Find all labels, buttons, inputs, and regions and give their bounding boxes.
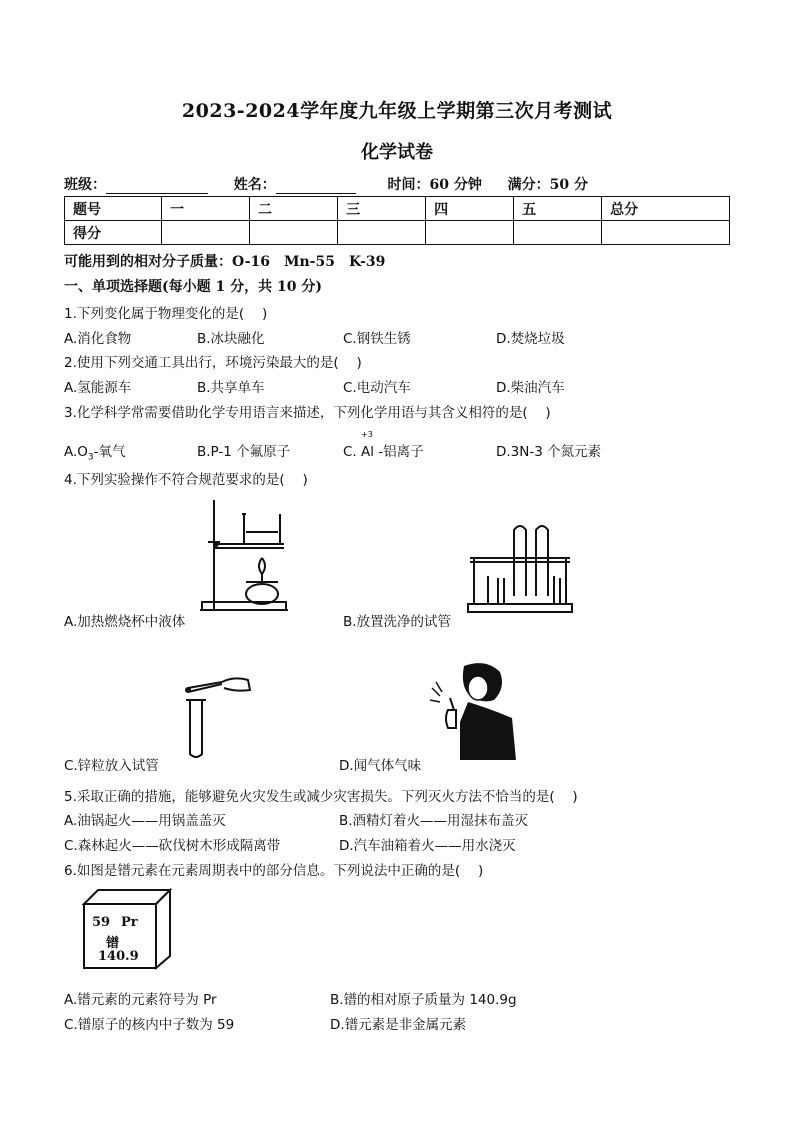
atomic-mass-note: 可能用到的相对分子质量：O-16 Mn-55 K-39: [64, 254, 386, 270]
score-cell[interactable]: [514, 221, 602, 245]
q6-option-c: C.镨原子的核内中子数为 59: [64, 1017, 235, 1033]
q3-option-d: D.3N-3 个氮元素: [496, 444, 602, 460]
score-cell[interactable]: [602, 221, 730, 245]
score-table: [64, 196, 730, 245]
q6-option-d: D.镨元素是非金属元素: [330, 1017, 467, 1033]
score-header-cell: 三: [338, 197, 426, 221]
name-label: 姓名：: [233, 177, 276, 193]
q2-option-a: A.氢能源车: [64, 380, 132, 396]
q4-option-b: B.放置洗净的试管: [343, 614, 452, 630]
q3-c-meaning: -铝离子: [374, 444, 424, 460]
page-subtitle: 化学试卷: [361, 142, 433, 163]
q1-option-c: C.钢铁生锈: [343, 331, 411, 347]
q5-option-d: D.汽车油箱着火——用水浇灭: [339, 838, 516, 854]
score-header-cell: 一: [162, 197, 250, 221]
question-5-stem: 5.采取正确的措施，能够避免火灾发生或减少灾害损失。下列灭火方法不恰当的是( ): [64, 789, 578, 805]
q2-option-d: D.柴油汽车: [496, 380, 565, 396]
q1-option-a: A.消化食物: [64, 331, 132, 347]
score-table-row: [65, 221, 730, 245]
zinc-test-tube-figure: [178, 670, 256, 760]
q3-option-b: B.P-1 个氟原子: [197, 444, 291, 460]
q3-c-text: C. Al: [343, 444, 374, 460]
name-field[interactable]: [276, 179, 356, 194]
class-label: 班级：: [64, 177, 106, 193]
question-1-stem: 1.下列变化属于物理变化的是( ): [64, 306, 268, 322]
q5-option-a: A.油锅起火——用锅盖盖灭: [64, 813, 226, 829]
q1-option-b: B.冰块融化: [197, 331, 265, 347]
score-cell[interactable]: [426, 221, 514, 245]
q3-a-meaning: -氧气: [93, 444, 126, 460]
page-title: 2023-2024学年度九年级上学期第三次月考测试: [181, 100, 613, 122]
q4-option-a: A.加热燃烧杯中液体: [64, 614, 186, 630]
q2-option-c: C.电动汽车: [343, 380, 411, 396]
q3-a-text: A.O: [64, 444, 88, 460]
score-row-label: 得分: [65, 221, 162, 245]
element-mass: 140.9: [98, 949, 139, 964]
q5-option-b: B.酒精灯着火——用湿抹布盖灭: [339, 813, 529, 829]
question-4-stem: 4.下列实验操作不符合规范要求的是( ): [64, 472, 308, 488]
time-label: 时间：60 分钟: [387, 177, 482, 193]
full-score-label: 满分：50 分: [507, 177, 588, 193]
q4-option-c: C.锌粒放入试管: [64, 758, 159, 774]
score-header-cell: 二: [250, 197, 338, 221]
q2-option-b: B.共享单车: [197, 380, 265, 396]
score-header-cell: 四: [426, 197, 514, 221]
question-6-stem: 6.如图是镨元素在元素周期表中的部分信息。下列说法中正确的是( ): [64, 863, 484, 879]
score-header-cell: 题号: [65, 197, 162, 221]
score-header-cell: 总分: [602, 197, 730, 221]
q5-option-c: C.森林起火——砍伐树木形成隔离带: [64, 838, 281, 854]
student-info-line: [64, 174, 588, 194]
score-table-header-row: [65, 197, 730, 221]
element-name: 镨: [106, 936, 120, 951]
q1-option-d: D.焚烧垃圾: [496, 331, 565, 347]
beaker-heating-figure: [196, 494, 296, 618]
smelling-gas-figure: [426, 658, 522, 762]
question-2-stem: 2.使用下列交通工具出行，环境污染最大的是( ): [64, 355, 362, 371]
q6-option-b: B.镨的相对原子质量为 140.9g: [330, 992, 517, 1008]
score-cell[interactable]: [250, 221, 338, 245]
class-field[interactable]: [106, 179, 208, 194]
q3-a-subscript: 3: [87, 452, 94, 463]
q4-option-d: D.闻气体气味: [339, 758, 422, 774]
test-tube-rack-figure: [466, 518, 574, 614]
q3-option-a: [64, 440, 126, 463]
q3-option-c: [343, 440, 424, 460]
score-cell[interactable]: [338, 221, 426, 245]
element-atomic-number: 59: [92, 915, 111, 930]
element-symbol: Pr: [121, 915, 138, 930]
q3-c-valence: +3: [361, 430, 373, 439]
q6-option-a: A.镨元素的元素符号为 Pr: [64, 992, 217, 1008]
score-header-cell: 五: [514, 197, 602, 221]
score-cell[interactable]: [162, 221, 250, 245]
question-3-stem: 3.化学科学常需要借助化学专用语言来描述，下列化学用语与其含义相符的是( ): [64, 405, 551, 421]
section-heading: 一、单项选择题(每小题 1 分，共 10 分): [64, 279, 322, 295]
